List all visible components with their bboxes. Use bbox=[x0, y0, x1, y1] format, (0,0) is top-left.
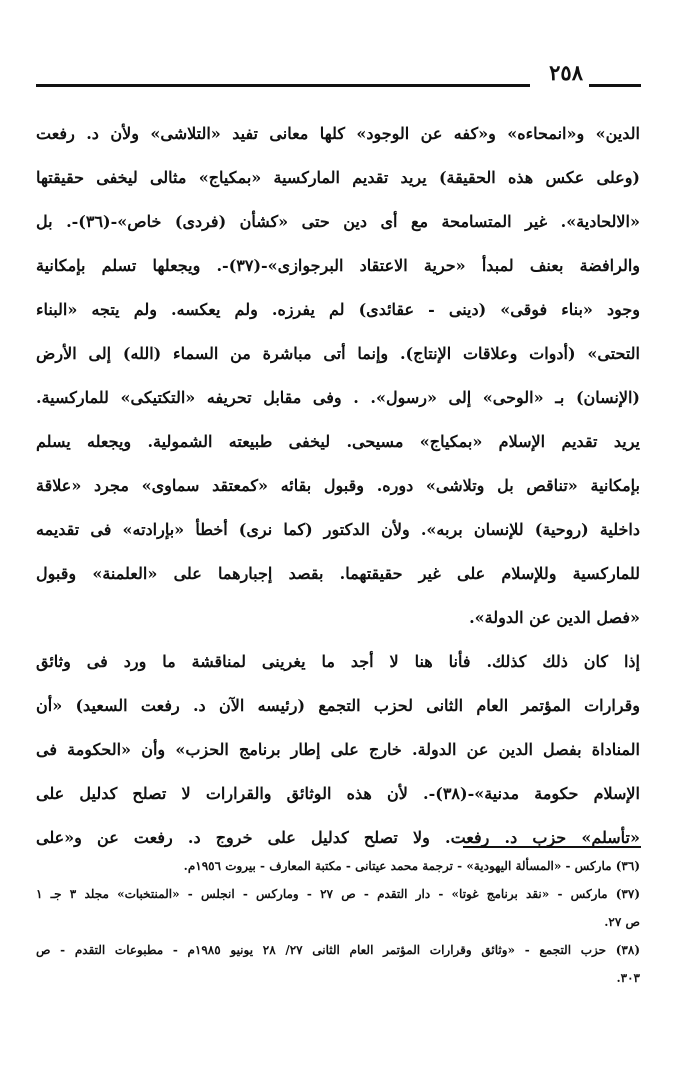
footnote-38: (٣٨) حزب التجمع - «وثائق وقرارات المؤتمر العام الثانى ٢٧/ ٢٨ يونيو ١٩٨٥م - مطبوعات التقدم - ص bbox=[36, 943, 640, 957]
body-line: (الإنسان) بـ «الوحى» إلى «رسول». . وفى مقابل تحريفه «التكتيكى» للماركسية. bbox=[36, 388, 640, 407]
footnote-rule bbox=[463, 846, 641, 848]
footnote-37-continuation: ص ٢٧. bbox=[604, 915, 640, 929]
body-line: وقرارات المؤتمر العام الثانى لحزب التجمع (رئيسه الآن د. رفعت السعيد) «أن bbox=[36, 696, 640, 715]
body-line: والرافضة بعنف لمبدأ «حرية الاعتقاد البرجوازى»-(٣٧)-. ويجعلها تسلم بإمكانية bbox=[36, 256, 640, 275]
body-text bbox=[36, 112, 640, 860]
body-line: يريد تقديم الإسلام «بمكياج» مسيحى. ليخفى طبيعته الشمولية. ويجعله يسلم bbox=[36, 432, 640, 451]
body-line: المناداة بفصل الدين عن الدولة. خارج على إطار برنامج الحزب» وأن «الحكومة فى bbox=[36, 740, 640, 759]
body-line: بإمكانية «تناقص بل وتلاشى» دوره. وقبول بقائه «كمعتقد سماوى» مجرد «علاقة bbox=[36, 476, 640, 495]
footnote-37: (٣٧) ماركس - «نقد برنامج غوتا» - دار التقدم - ص ٢٧ - وماركس - انجلس - «المنتخبات» مجلد ٣ جـ ١ bbox=[36, 887, 640, 901]
body-line: «فصل الدين عن الدولة». bbox=[469, 608, 640, 627]
body-line: إذا كان ذلك كذلك. فأنا هنا لا أجد ما يغرينى لمناقشة ما ورد فى وثائق bbox=[36, 652, 640, 671]
body-line: «تأسلم» حزب د. رفعت. ولا تصلح كدليل على خروج د. رفعت عن و«على bbox=[36, 828, 640, 847]
body-line: داخلية (روحية) للإنسان بربه». ولأن الدكتور (كما نرى) أخطأ «بإرادته» فى تقديمه bbox=[36, 520, 640, 539]
body-line: (وعلى عكس هذه الحقيقة) يريد تقديم الماركسية «بمكياج» مثالى ليخفى حقيقتها bbox=[36, 168, 640, 187]
body-line: للماركسية وللإسلام على غير حقيقتهما. بقصد إجبارهما على «العلمنة» وقبول bbox=[36, 564, 640, 583]
footnotes bbox=[36, 852, 640, 992]
footnote-38-continuation: ٣٠٣. bbox=[616, 971, 640, 985]
body-line: وجود «بناء فوقى» (دينى - عقائدى) لم يفرزه. ولم يعكسه. ولم يتجه «البناء bbox=[36, 300, 640, 319]
footnote-36: (٣٦) ماركس - «المسألة اليهودية» - ترجمة محمد عيتانى - مكتبة المعارف - بيروت ١٩٥٦م. bbox=[183, 859, 640, 873]
body-line: التحتى» (أدوات وعلاقات الإنتاج). وإنما أتى مباشرة من السماء (الله) إلى الأرض bbox=[36, 344, 640, 363]
header-rule bbox=[36, 84, 530, 87]
page-number: ٢٥٨ bbox=[549, 60, 583, 85]
body-line: «الالحادية». غير المتسامحة مع أى دين حتى «كشأن (فردى) خاص»-(٣٦)-. بل bbox=[36, 212, 640, 231]
header-rule-short bbox=[589, 84, 641, 87]
body-line: الإسلام حكومة مدنية»-(٣٨)-. لأن هذه الوثائق والقرارات لا تصلح كدليل على bbox=[36, 784, 640, 803]
body-line: الدين» و«انمحاءه» و«كفه عن الوجود» كلها معانى تفيد «التلاشى» ولأن د. رفعت bbox=[36, 124, 640, 143]
